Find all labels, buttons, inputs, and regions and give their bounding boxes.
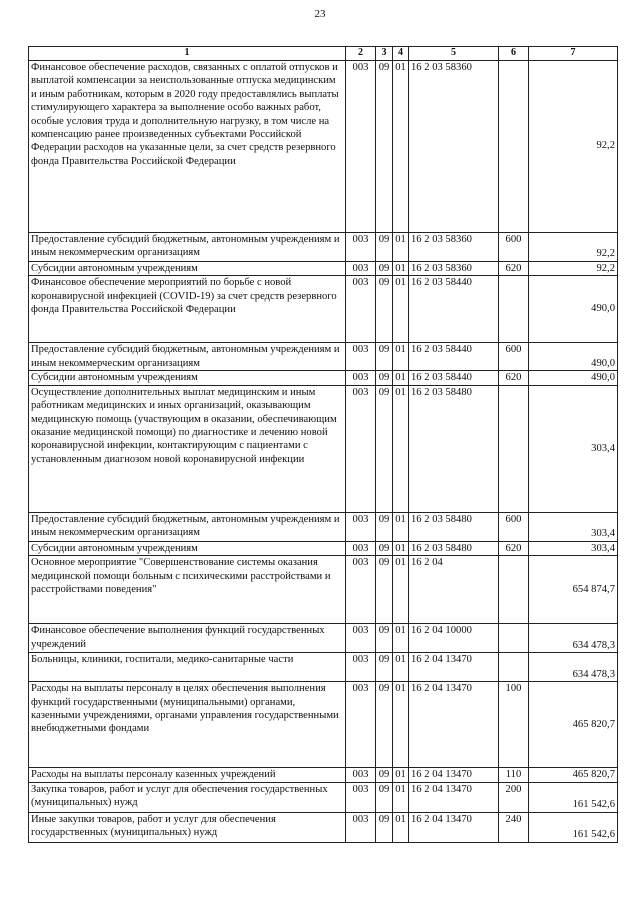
- row-subsection-cell: 01: [393, 556, 409, 624]
- row-expense-type-cell: 600: [499, 343, 529, 371]
- row-target-item-cell: 16 2 03 58480: [409, 512, 499, 541]
- row-code-cell: 003: [346, 782, 376, 812]
- header-cell: 4: [393, 47, 409, 61]
- row-code-cell: 003: [346, 261, 376, 275]
- row-name-cell: Субсидии автономным учреждениям: [29, 371, 346, 385]
- row-expense-type-cell: [499, 653, 529, 682]
- row-amount-cell: 303,4: [529, 541, 618, 555]
- row-expense-type-cell: 100: [499, 682, 529, 768]
- row-section-cell: 09: [376, 343, 393, 371]
- row-expense-type-cell: [499, 624, 529, 653]
- row-subsection-cell: 01: [393, 682, 409, 768]
- row-expense-type-cell: [499, 385, 529, 512]
- row-subsection-cell: 01: [393, 512, 409, 541]
- row-expense-type-cell: 600: [499, 512, 529, 541]
- row-name-cell: Осуществление дополнительных выплат медицинским и иным работникам медицинских и иных организаций, оказывающим медицинскую помощь (участвующим в оказании, обеспечивающим оказание медицинской помощи) по диагностике и лечению новой коронавирусной инфекции, контактирующим с пациентами с установленным диагнозом новой коронавирусной инфекции: [29, 385, 346, 512]
- header-cell: 3: [376, 47, 393, 61]
- row-target-item-cell: 16 2 03 58360: [409, 60, 499, 232]
- row-amount-cell: 465 820,7: [529, 768, 618, 782]
- row-target-item-cell: 16 2 03 58440: [409, 371, 499, 385]
- row-target-item-cell: 16 2 03 58480: [409, 541, 499, 555]
- row-name-cell: Предоставление субсидий бюджетным, автономным учреждениям и иным некоммерческим организациям: [29, 343, 346, 371]
- row-target-item-cell: 16 2 04 10000: [409, 624, 499, 653]
- row-name-cell: Больницы, клиники, госпитали, медико-санитарные части: [29, 653, 346, 682]
- row-code-cell: 003: [346, 624, 376, 653]
- table-row: [29, 812, 618, 842]
- row-expense-type-cell: 620: [499, 261, 529, 275]
- header-cell: 6: [499, 47, 529, 61]
- row-target-item-cell: 16 2 04 13470: [409, 782, 499, 812]
- row-section-cell: 09: [376, 371, 393, 385]
- row-amount-cell: 303,4: [529, 512, 618, 541]
- row-amount-cell: 161 542,6: [529, 782, 618, 812]
- row-subsection-cell: 01: [393, 768, 409, 782]
- row-name-cell: Предоставление субсидий бюджетным, автономным учреждениям и иным некоммерческим организациям: [29, 232, 346, 261]
- page-number: 23: [314, 8, 326, 20]
- table-row: [29, 385, 618, 512]
- row-subsection-cell: 01: [393, 541, 409, 555]
- row-target-item-cell: 16 2 03 58360: [409, 232, 499, 261]
- row-name-cell: Финансовое обеспечение мероприятий по борьбе с новой коронавирусной инфекцией (COVID-19) за счет средств резервного фонда Правительства Российской Федерации: [29, 276, 346, 343]
- row-code-cell: 003: [346, 60, 376, 232]
- header-cell: 1: [29, 47, 346, 61]
- table-row: [29, 541, 618, 555]
- row-subsection-cell: 01: [393, 371, 409, 385]
- row-subsection-cell: 01: [393, 385, 409, 512]
- row-target-item-cell: 16 2 04 13470: [409, 653, 499, 682]
- row-name-cell: Иные закупки товаров, работ и услуг для обеспечения государственных (муниципальных) нужд: [29, 812, 346, 842]
- row-name-cell: Финансовое обеспечение расходов, связанных с оплатой отпусков и выплатой компенсации за неиспользованные отпуска медицинским и иным работникам, которым в 2020 году предоставлялись выплаты стимулирующего характера за выполнение особо важных работ, особые условия труда и дополнительную нагрузку, в том числе на компенсацию ранее произведенных субъектами Российской Федерации расходов на указанные цели, за счет средств резервного фонда Правительства Российской Федерации: [29, 60, 346, 232]
- table-header-row: [29, 47, 618, 61]
- row-section-cell: 09: [376, 261, 393, 275]
- row-amount-cell: 490,0: [529, 343, 618, 371]
- row-code-cell: 003: [346, 276, 376, 343]
- row-target-item-cell: 16 2 03 58480: [409, 385, 499, 512]
- row-expense-type-cell: 200: [499, 782, 529, 812]
- row-subsection-cell: 01: [393, 232, 409, 261]
- row-subsection-cell: 01: [393, 812, 409, 842]
- row-code-cell: 003: [346, 556, 376, 624]
- row-subsection-cell: 01: [393, 261, 409, 275]
- row-target-item-cell: 16 2 03 58440: [409, 276, 499, 343]
- row-subsection-cell: 01: [393, 276, 409, 343]
- table-row: [29, 60, 618, 232]
- row-name-cell: Расходы на выплаты персоналу казенных учреждений: [29, 768, 346, 782]
- row-subsection-cell: 01: [393, 60, 409, 232]
- header-cell: 7: [529, 47, 618, 61]
- row-amount-cell: 490,0: [529, 276, 618, 343]
- table-row: [29, 653, 618, 682]
- row-target-item-cell: 16 2 04 13470: [409, 812, 499, 842]
- row-section-cell: 09: [376, 512, 393, 541]
- row-name-cell: Финансовое обеспечение выполнения функций государственных учреждений: [29, 624, 346, 653]
- row-name-cell: Основное мероприятие "Совершенствование системы оказания медицинской помощи больным с психическими расстройствами и расстройствами поведения": [29, 556, 346, 624]
- row-name-cell: Закупка товаров, работ и услуг для обеспечения государственных (муниципальных) нужд: [29, 782, 346, 812]
- row-amount-cell: 634 478,3: [529, 653, 618, 682]
- row-subsection-cell: 01: [393, 343, 409, 371]
- table-row: [29, 261, 618, 275]
- row-expense-type-cell: [499, 60, 529, 232]
- table-row: [29, 556, 618, 624]
- row-code-cell: 003: [346, 371, 376, 385]
- row-code-cell: 003: [346, 812, 376, 842]
- row-target-item-cell: 16 2 03 58440: [409, 343, 499, 371]
- row-section-cell: 09: [376, 556, 393, 624]
- row-subsection-cell: 01: [393, 624, 409, 653]
- row-section-cell: 09: [376, 768, 393, 782]
- table-row: [29, 343, 618, 371]
- row-code-cell: 003: [346, 682, 376, 768]
- table-row: [29, 232, 618, 261]
- header-cell: 5: [409, 47, 499, 61]
- row-expense-type-cell: 240: [499, 812, 529, 842]
- row-code-cell: 003: [346, 512, 376, 541]
- row-section-cell: 09: [376, 782, 393, 812]
- row-section-cell: 09: [376, 624, 393, 653]
- row-name-cell: Предоставление субсидий бюджетным, автономным учреждениям и иным некоммерческим организациям: [29, 512, 346, 541]
- row-section-cell: 09: [376, 232, 393, 261]
- row-amount-cell: 490,0: [529, 371, 618, 385]
- row-expense-type-cell: [499, 556, 529, 624]
- row-section-cell: 09: [376, 653, 393, 682]
- row-amount-cell: 303,4: [529, 385, 618, 512]
- row-target-item-cell: 16 2 03 58360: [409, 261, 499, 275]
- row-amount-cell: 161 542,6: [529, 812, 618, 842]
- row-section-cell: 09: [376, 276, 393, 343]
- row-expense-type-cell: 110: [499, 768, 529, 782]
- row-subsection-cell: 01: [393, 782, 409, 812]
- row-code-cell: 003: [346, 653, 376, 682]
- row-subsection-cell: 01: [393, 653, 409, 682]
- table-row: [29, 276, 618, 343]
- row-target-item-cell: 16 2 04: [409, 556, 499, 624]
- row-expense-type-cell: 620: [499, 371, 529, 385]
- row-expense-type-cell: [499, 276, 529, 343]
- row-amount-cell: 92,2: [529, 232, 618, 261]
- row-amount-cell: 92,2: [529, 261, 618, 275]
- row-code-cell: 003: [346, 385, 376, 512]
- table-row: [29, 682, 618, 768]
- row-amount-cell: 654 874,7: [529, 556, 618, 624]
- row-code-cell: 003: [346, 768, 376, 782]
- row-section-cell: 09: [376, 385, 393, 512]
- row-expense-type-cell: 600: [499, 232, 529, 261]
- row-expense-type-cell: 620: [499, 541, 529, 555]
- row-code-cell: 003: [346, 343, 376, 371]
- row-amount-cell: 465 820,7: [529, 682, 618, 768]
- row-name-cell: Субсидии автономным учреждениям: [29, 261, 346, 275]
- row-section-cell: 09: [376, 682, 393, 768]
- table-row: [29, 371, 618, 385]
- row-code-cell: 003: [346, 541, 376, 555]
- table-row: [29, 768, 618, 782]
- row-name-cell: Расходы на выплаты персоналу в целях обеспечения выполнения функций государственными (муниципальными) органами, казенными учреждениями, органами управления государственными внебюджетными фондами: [29, 682, 346, 768]
- header-cell: 2: [346, 47, 376, 61]
- budget-table: [28, 46, 618, 843]
- row-name-cell: Субсидии автономным учреждениям: [29, 541, 346, 555]
- row-section-cell: 09: [376, 812, 393, 842]
- row-target-item-cell: 16 2 04 13470: [409, 682, 499, 768]
- row-section-cell: 09: [376, 541, 393, 555]
- row-code-cell: 003: [346, 232, 376, 261]
- table-row: [29, 512, 618, 541]
- table-row: [29, 782, 618, 812]
- table-row: [29, 624, 618, 653]
- row-section-cell: 09: [376, 60, 393, 232]
- row-amount-cell: 92,2: [529, 60, 618, 232]
- row-target-item-cell: 16 2 04 13470: [409, 768, 499, 782]
- row-amount-cell: 634 478,3: [529, 624, 618, 653]
